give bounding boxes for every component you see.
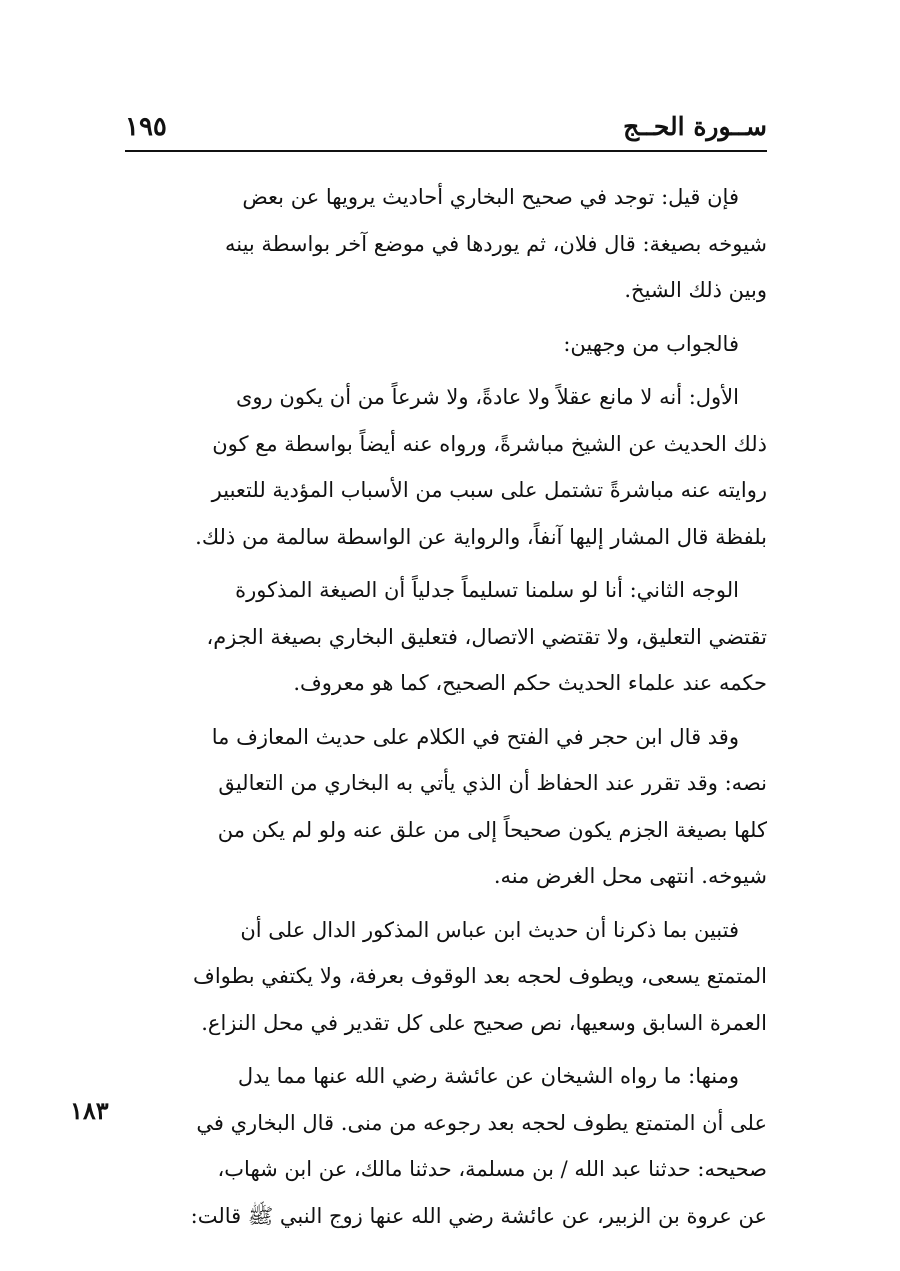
text-line: صحيحه: حدثنا عبد الله / بن مسلمة، حدثنا مالك، عن ابن شهاب، (217, 1157, 767, 1181)
original-page-marker: ١٨٣ (70, 1096, 109, 1125)
text-line: فتبين بما ذكرنا أن حديث ابن عباس المذكور الدال على أن (240, 917, 739, 942)
text-line: العمرة السابق وسعيها، نص صحيح على كل تقدير في محل النزاع. (201, 1010, 767, 1035)
paragraph-first-reply (125, 374, 767, 560)
text-line: عن عروة بن الزبير، عن عائشة رضي الله عنها زوج النبي ﷺ قالت: (190, 1203, 767, 1228)
text-line: فإن قيل: توجد في صحيح البخاري أحاديث يرويها عن بعض (242, 185, 739, 209)
text-line: وقد قال ابن حجر في الفتح في الكلام على حديث المعازف ما (211, 724, 739, 749)
text-line: المتمتع يسعى، ويطوف لحجه بعد الوقوف بعرفة، ولا يكتفي بطواف (193, 964, 767, 988)
text-line: شيوخه. انتهى محل الغرض منه. (493, 864, 767, 888)
text-line: الأول: أنه لا مانع عقلاً ولا عادةً، ولا شرعاً من أن يكون روى (236, 385, 739, 409)
page-number: ١٩٥ (125, 112, 167, 142)
text-line: ومنها: ما رواه الشيخان عن عائشة رضي الله عنها مما يدل (237, 1064, 739, 1088)
text-line: روايته عنه مباشرةً تشتمل على سبب من الأسباب المؤدية للتعبير (211, 478, 767, 502)
surah-title: ســورة الحــج (623, 112, 767, 141)
header-divider (125, 150, 767, 152)
paragraph-objection (125, 174, 767, 314)
text-line: وبين ذلك الشيخ. (624, 278, 767, 302)
page-header (125, 108, 767, 150)
paragraph-second-reply (125, 567, 767, 707)
text-line: نصه: وقد تقرر عند الحفاظ أن الذي يأتي به البخاري من التعاليق (218, 771, 767, 795)
text-line: الوجه الثاني: أنا لو سلمنا تسليماً جدلياً أن الصيغة المذكورة (235, 578, 739, 602)
text-line: على أن المتمتع يطوف لحجه بعد رجوعه من منى. قال البخاري في (196, 1110, 767, 1135)
text-line: بلفظة قال المشار إليها آنفاً، والرواية عن الواسطة سالمة من ذلك. (195, 524, 767, 549)
text-line: كلها بصيغة الجزم يكون صحيحاً إلى من علق عنه ولو لم يكن من (217, 817, 767, 842)
text-line: فالجواب من وجهين: (563, 331, 739, 356)
text-line: حكمه عند علماء الحديث حكم الصحيح، كما هو معروف. (293, 671, 767, 695)
text-line: شيوخه بصيغة: قال فلان، ثم يوردها في موضع آخر بواسطة بينه (224, 231, 767, 256)
page-body (125, 174, 767, 1246)
paragraph-ibn-hajar (125, 714, 767, 900)
text-line: تقتضي التعليق، ولا تقتضي الاتصال، فتعليق البخاري بصيغة الجزم، (206, 624, 767, 649)
paragraph-conclusion (125, 907, 767, 1047)
paragraph-answer-intro (125, 321, 767, 368)
paragraph-aisha-hadith (125, 1053, 767, 1239)
text-line: ذلك الحديث عن الشيخ مباشرةً، ورواه عنه أيضاً بواسطة مع كون (212, 431, 767, 456)
